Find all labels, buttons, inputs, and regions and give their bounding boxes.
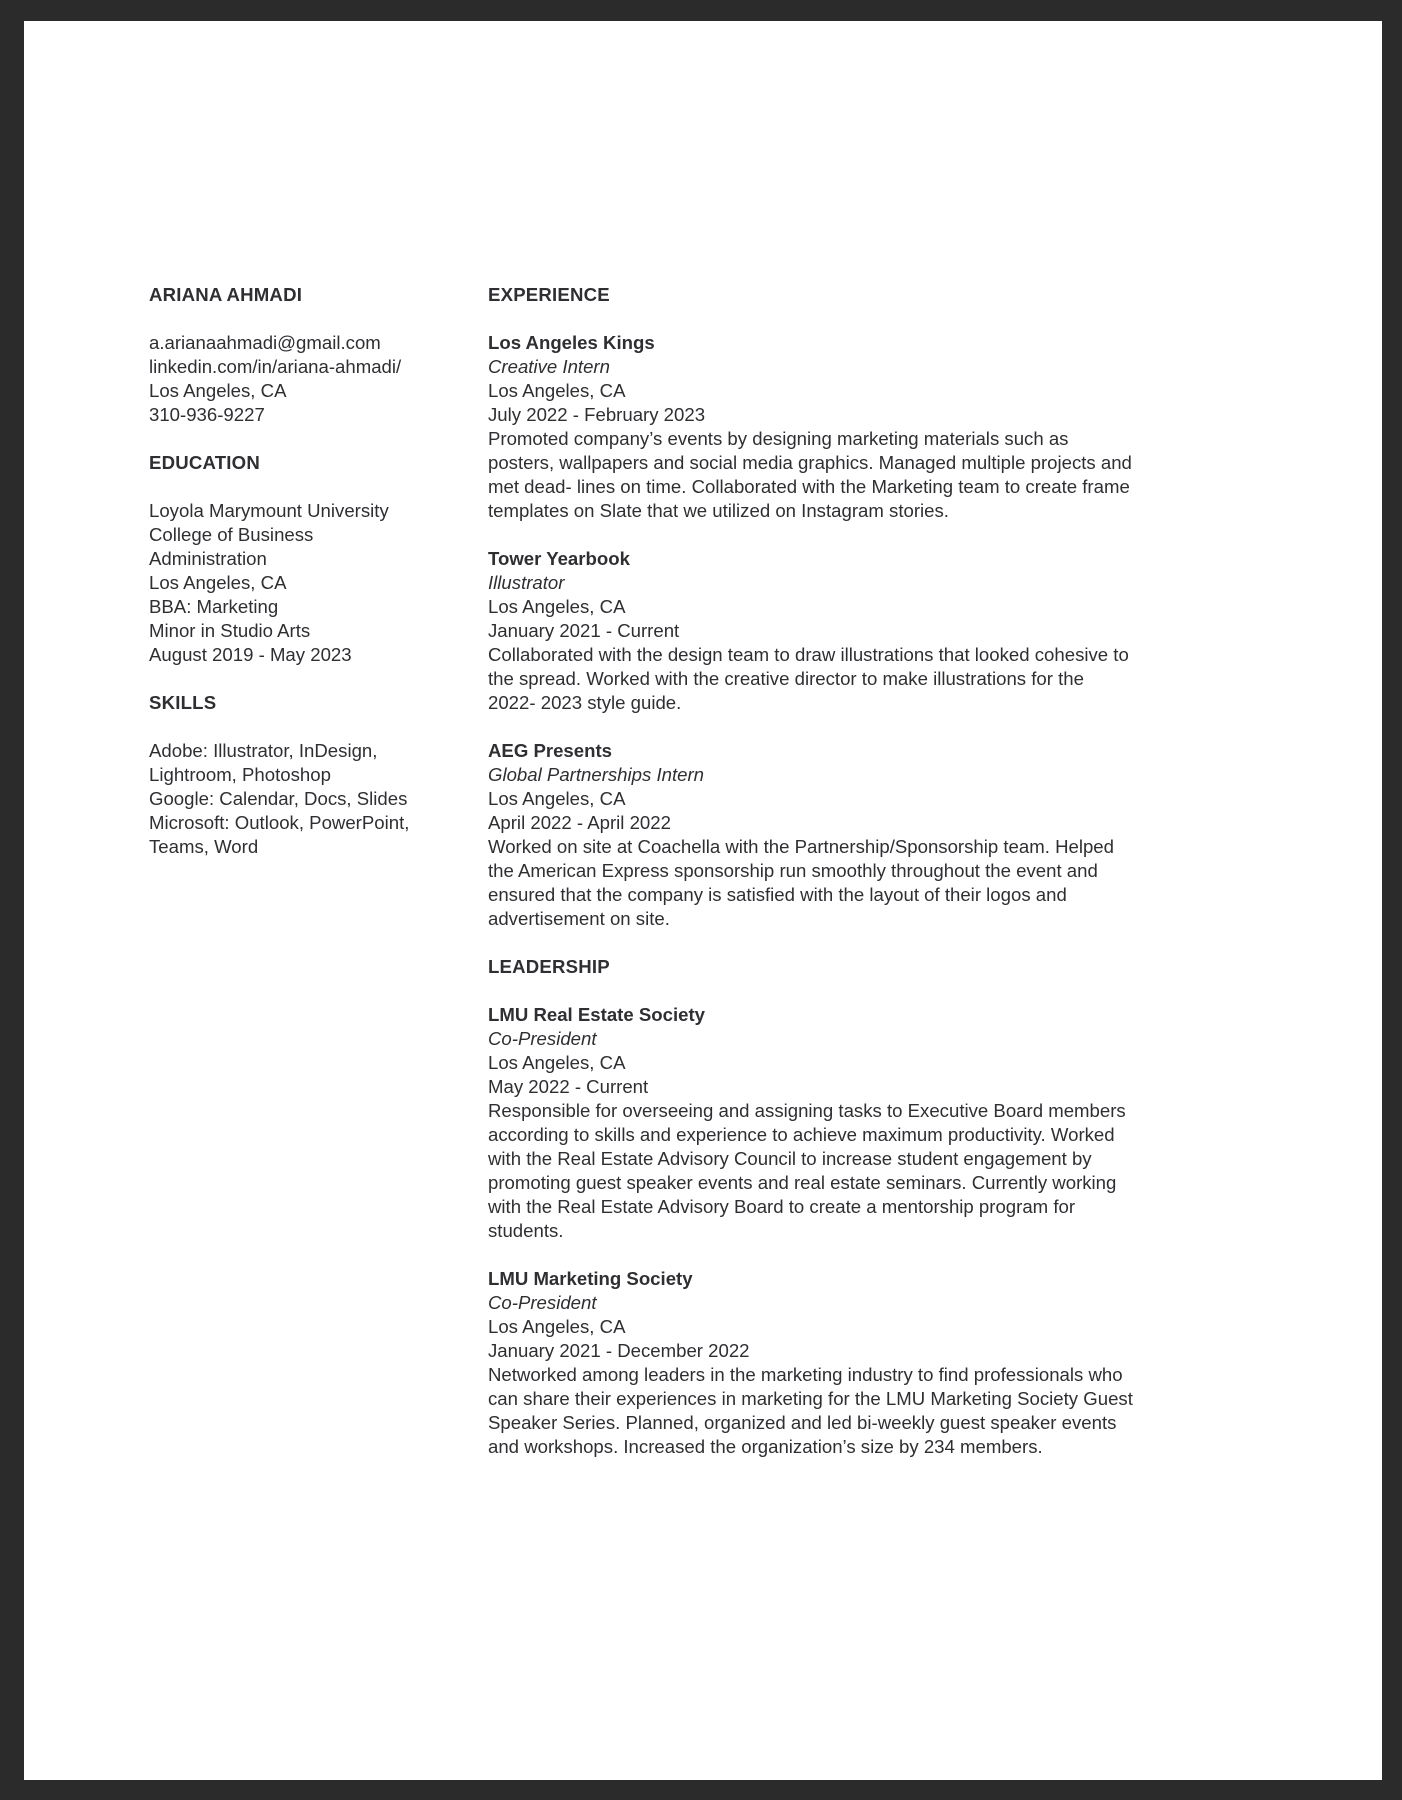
- entry-dates: July 2022 - February 2023: [488, 404, 706, 425]
- skills-line: Teams, Word: [149, 836, 259, 857]
- leadership-entry: [488, 1003, 1218, 1243]
- education-line: August 2019 - May 2023: [149, 644, 352, 665]
- experience-heading: EXPERIENCE: [488, 284, 610, 305]
- skills-line: Microsoft: Outlook, PowerPoint,: [149, 812, 410, 833]
- right-column: [488, 283, 1218, 1459]
- entry-description-line: promoting guest speaker events and real estate seminars. Currently working: [488, 1172, 1117, 1193]
- leadership-heading: LEADERSHIP: [488, 956, 610, 977]
- left-column: [149, 283, 449, 859]
- experience-entry: [488, 739, 1218, 931]
- entry-organization: LMU Real Estate Society: [488, 1004, 705, 1025]
- education-line: Los Angeles, CA: [149, 572, 287, 593]
- entry-organization: LMU Marketing Society: [488, 1268, 693, 1289]
- entry-description-line: Responsible for overseeing and assigning tasks to Executive Board members: [488, 1100, 1126, 1121]
- entry-dates: January 2021 - December 2022: [488, 1340, 750, 1361]
- entry-description-line: Promoted company’s events by designing marketing materials such as: [488, 428, 1069, 449]
- entry-description-line: Speaker Series. Planned, organized and led bi-weekly guest speaker events: [488, 1412, 1117, 1433]
- entry-organization: Tower Yearbook: [488, 548, 630, 569]
- contact-email: a.arianaahmadi@gmail.com: [149, 332, 381, 353]
- skills-line: Google: Calendar, Docs, Slides: [149, 788, 408, 809]
- entry-description-line: posters, wallpapers and social media graphics. Managed multiple projects and: [488, 452, 1132, 473]
- entry-description-line: can share their experiences in marketing for the LMU Marketing Society Guest: [488, 1388, 1133, 1409]
- entry-dates: January 2021 - Current: [488, 620, 680, 641]
- entry-description-line: and workshops. Increased the organization’s size by 234 members.: [488, 1436, 1043, 1457]
- entry-role: Co-President: [488, 1028, 597, 1049]
- entry-description-line: with the Real Estate Advisory Council to increase student engagement by: [488, 1148, 1092, 1169]
- entry-dates: May 2022 - Current: [488, 1076, 649, 1097]
- entry-organization: AEG Presents: [488, 740, 613, 761]
- entry-role: Illustrator: [488, 572, 565, 593]
- entry-location: Los Angeles, CA: [488, 1316, 626, 1337]
- entry-location: Los Angeles, CA: [488, 1052, 626, 1073]
- name-heading: ARIANA AHMADI: [149, 284, 303, 305]
- entry-role: Global Partnerships Intern: [488, 764, 705, 785]
- education-line: College of Business: [149, 524, 314, 545]
- skills-line: Adobe: Illustrator, InDesign,: [149, 740, 378, 761]
- leadership-entry: [488, 1267, 1218, 1459]
- skills-line: Lightroom, Photoshop: [149, 764, 331, 785]
- education-line: Minor in Studio Arts: [149, 620, 311, 641]
- entry-description-line: the American Express sponsorship run smoothly throughout the event and: [488, 860, 1098, 881]
- education-line: Administration: [149, 548, 267, 569]
- skills-heading: SKILLS: [149, 692, 217, 713]
- contact-linkedin: linkedin.com/in/ariana-ahmadi/: [149, 356, 402, 377]
- education-line: Loyola Marymount University: [149, 500, 389, 521]
- entry-role: Co-President: [488, 1292, 597, 1313]
- education-line: BBA: Marketing: [149, 596, 279, 617]
- entry-description-line: with the Real Estate Advisory Board to create a mentorship program for: [488, 1196, 1076, 1217]
- education-heading: EDUCATION: [149, 452, 260, 473]
- entry-dates: April 2022 - April 2022: [488, 812, 671, 833]
- contact-location: Los Angeles, CA: [149, 380, 287, 401]
- contact-phone: 310-936-9227: [149, 404, 265, 425]
- entry-description-line: advertisement on site.: [488, 908, 670, 929]
- experience-entry: [488, 547, 1218, 715]
- entry-description-line: 2022- 2023 style guide.: [488, 692, 682, 713]
- entry-role: Creative Intern: [488, 356, 610, 377]
- entry-description-line: according to skills and experience to achieve maximum productivity. Worked: [488, 1124, 1115, 1145]
- entry-description-line: ensured that the company is satisfied with the layout of their logos and: [488, 884, 1067, 905]
- entry-description-line: Collaborated with the design team to draw illustrations that looked cohesive to: [488, 644, 1129, 665]
- entry-organization: Los Angeles Kings: [488, 332, 655, 353]
- experience-entry: [488, 331, 1218, 523]
- entry-location: Los Angeles, CA: [488, 380, 626, 401]
- resume-page: [24, 21, 1382, 1780]
- entry-location: Los Angeles, CA: [488, 788, 626, 809]
- entry-description-line: students.: [488, 1220, 564, 1241]
- entry-description-line: templates on Slate that we utilized on Instagram stories.: [488, 500, 949, 521]
- entry-description-line: met dead- lines on time. Collaborated with the Marketing team to create frame: [488, 476, 1130, 497]
- entry-description-line: the spread. Worked with the creative director to make illustrations for the: [488, 668, 1084, 689]
- entry-location: Los Angeles, CA: [488, 596, 626, 617]
- entry-description-line: Worked on site at Coachella with the Partnership/Sponsorship team. Helped: [488, 836, 1114, 857]
- entry-description-line: Networked among leaders in the marketing industry to find professionals who: [488, 1364, 1123, 1385]
